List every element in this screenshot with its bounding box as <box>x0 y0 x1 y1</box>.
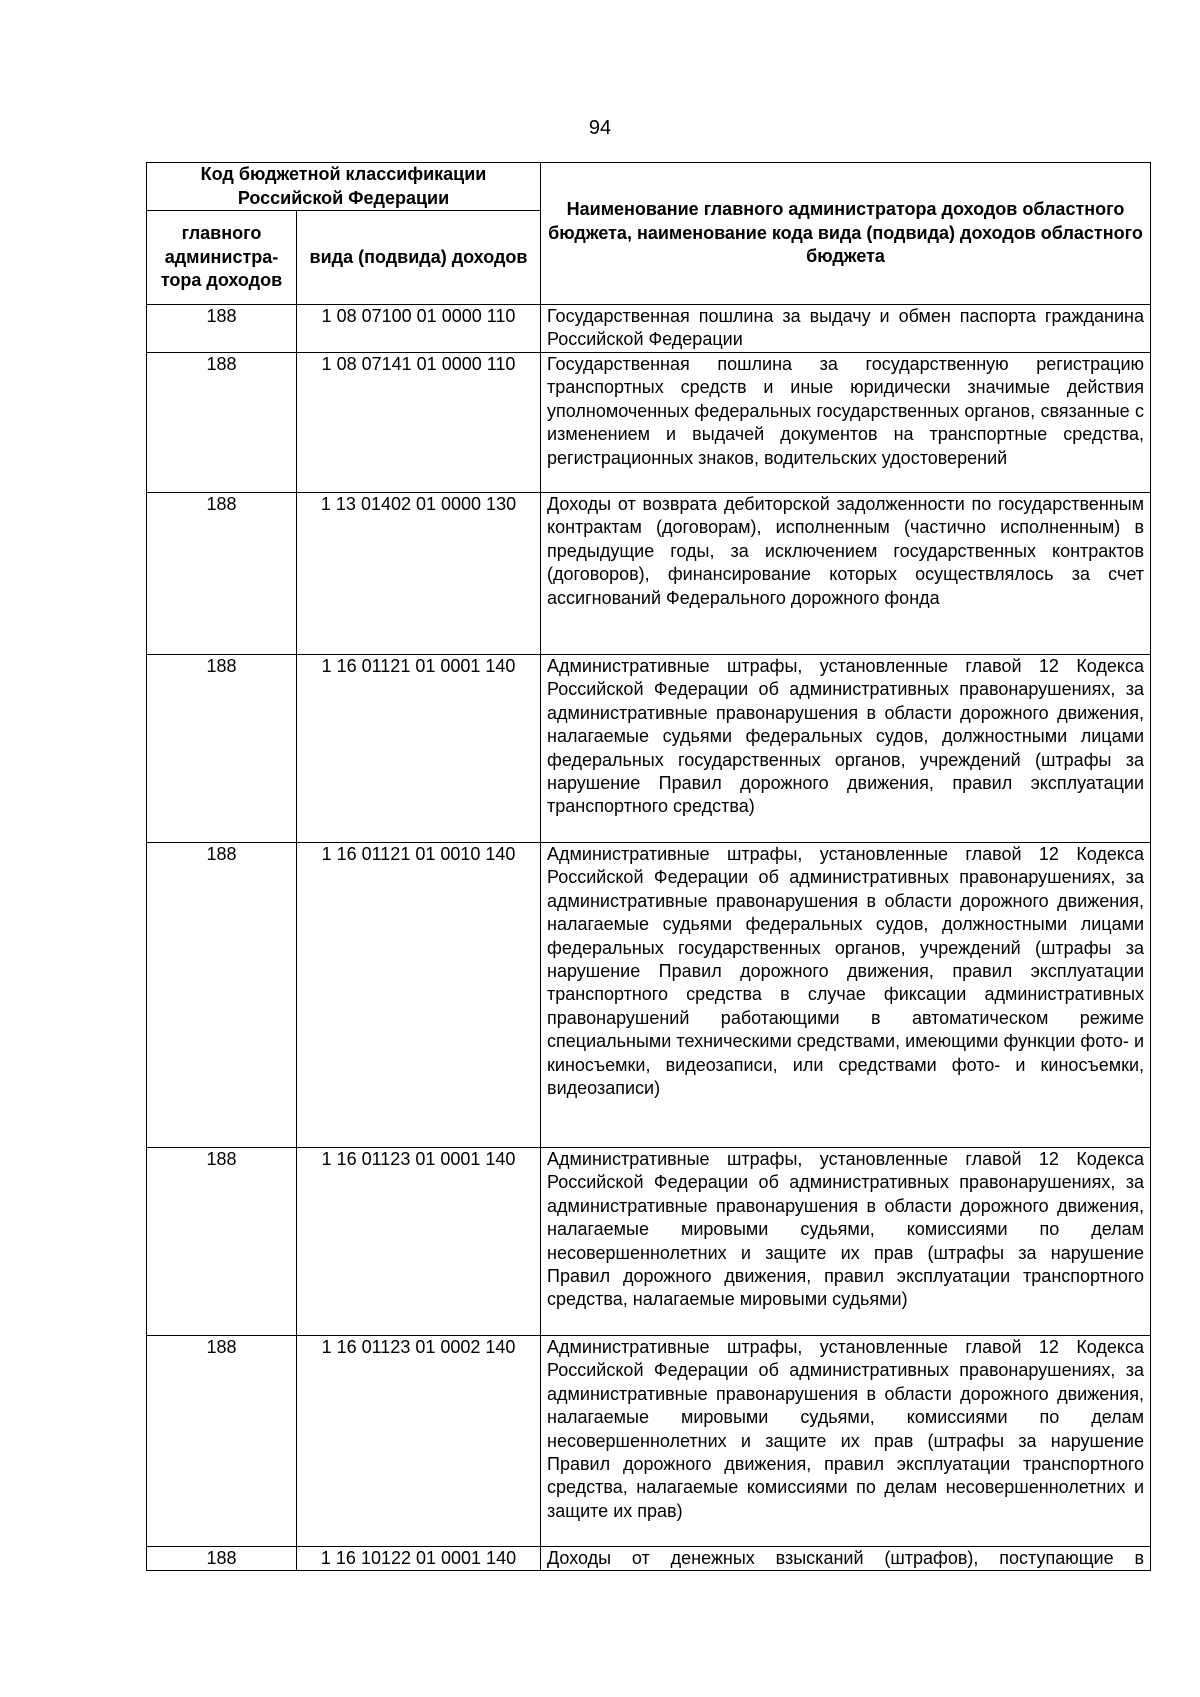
table-row <box>147 305 1151 353</box>
header-admin-column: главного администра-тора доходов <box>147 211 297 305</box>
income-code-cell: 1 08 07100 01 0000 110 <box>297 305 541 353</box>
income-code-cell: 1 16 01123 01 0002 140 <box>297 1336 541 1547</box>
income-name-cell: Административные штрафы, установленные главой 12 Кодекса Российской Федерации об административных правонарушениях, за административные правонарушения в области дорожного движения, налагаемые судьями федеральных судов, должностными лицами федеральных государственных органов, учреждений (штрафы за нарушение Правил дорожного движения, правил эксплуатации транспортного средства в случае фиксации административных правонарушений работающими в автоматическом режиме специальными техническими средствами, имеющими функции фото- и киносъемки, видеозаписи, или средствами фото- и киносъемки, видеозаписи) <box>541 843 1151 1148</box>
page-number: 94 <box>588 117 612 139</box>
income-code-cell: 1 16 01121 01 0010 140 <box>297 843 541 1148</box>
income-name-cell: Доходы от возврата дебиторской задолженности по государственным контрактам (договорам), исполненным (частично исполненным) в предыдущие годы, за исключением государственных контрактов (договоров), финансирование которых осуществлялось за счет ассигнований Федерального дорожного фонда <box>541 493 1151 655</box>
header-group-label: Код бюджетной классификации Российской Федерации <box>147 163 541 211</box>
admin-code-cell: 188 <box>147 1336 297 1547</box>
table-row <box>147 1336 1151 1547</box>
income-code-cell: 1 16 01121 01 0001 140 <box>297 655 541 843</box>
table-row <box>147 1547 1151 1571</box>
admin-code-cell: 188 <box>147 493 297 655</box>
income-name-cell: Государственная пошлина за выдачу и обмен паспорта гражданина Российской Федерации <box>541 305 1151 353</box>
admin-code-cell: 188 <box>147 843 297 1148</box>
table-row <box>147 353 1151 493</box>
income-name-cell: Государственная пошлина за государственную регистрацию транспортных средств и иные юридически значимые действия уполномоченных федеральных государственных органов, связанные с изменением и выдачей документов на транспортные средства, регистрационных знаков, водительских удостоверений <box>541 353 1151 493</box>
admin-code-cell: 188 <box>147 655 297 843</box>
income-name-cell: Административные штрафы, установленные главой 12 Кодекса Российской Федерации об административных правонарушениях, за административные правонарушения в области дорожного движения, налагаемые мировыми судьями, комиссиями по делам несовершеннолетних и защите их прав (штрафы за нарушение Правил дорожного движения, правил эксплуатации транспортного средства, налагаемые мировыми судьями) <box>541 1148 1151 1336</box>
admin-code-cell: 188 <box>147 1148 297 1336</box>
budget-classification-table <box>146 162 1151 1571</box>
income-name-cell: Доходы от денежных взысканий (штрафов), поступающие в <box>541 1547 1151 1571</box>
table-row <box>147 655 1151 843</box>
income-name-cell: Административные штрафы, установленные главой 12 Кодекса Российской Федерации об административных правонарушениях, за административные правонарушения в области дорожного движения, налагаемые судьями федеральных судов, должностными лицами федеральных государственных органов, учреждений (штрафы за нарушение Правил дорожного движения, правил эксплуатации транспортного средства) <box>541 655 1151 843</box>
income-code-cell: 1 13 01402 01 0000 130 <box>297 493 541 655</box>
table-row <box>147 1148 1151 1336</box>
header-name-column: Наименование главного администратора доходов областного бюджета, наименование кода вида (подвида) доходов областного бюджета <box>541 163 1151 305</box>
income-code-cell: 1 08 07141 01 0000 110 <box>297 353 541 493</box>
table-row <box>147 843 1151 1148</box>
admin-code-cell: 188 <box>147 305 297 353</box>
income-code-cell: 1 16 10122 01 0001 140 <box>297 1547 541 1571</box>
table-row <box>147 493 1151 655</box>
admin-code-cell: 188 <box>147 1547 297 1571</box>
table-header <box>147 163 1151 305</box>
income-code-cell: 1 16 01123 01 0001 140 <box>297 1148 541 1336</box>
income-name-cell: Административные штрафы, установленные главой 12 Кодекса Российской Федерации об административных правонарушениях, за административные правонарушения в области дорожного движения, налагаемые мировыми судьями, комиссиями по делам несовершеннолетних и защите их прав (штрафы за нарушение Правил дорожного движения, правил эксплуатации транспортного средства, налагаемые комиссиями по делам несовершеннолетних и защите их прав) <box>541 1336 1151 1547</box>
admin-code-cell: 188 <box>147 353 297 493</box>
table-body <box>147 305 1151 1571</box>
header-code-column: вида (подвида) доходов <box>297 211 541 305</box>
